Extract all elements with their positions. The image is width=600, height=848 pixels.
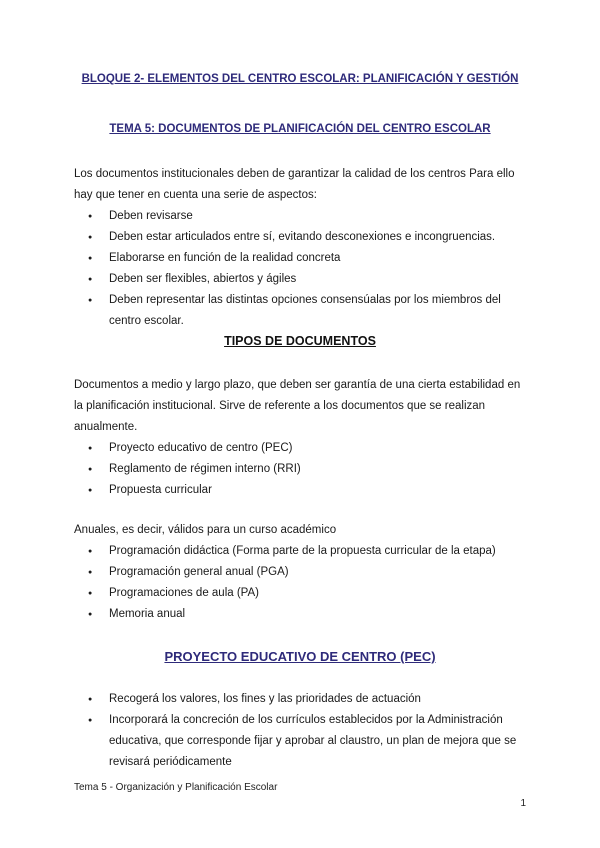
anuales-list xyxy=(88,541,528,625)
list-item: ● Deben revisarse xyxy=(88,206,528,227)
tipos-heading: TIPOS DE DOCUMENTOS xyxy=(224,334,376,348)
list-item: ● Elaborarse en función de la realidad concreta xyxy=(88,248,528,269)
page-footer: Tema 5 - Organización y Planificación Escolar xyxy=(74,782,278,793)
list-item: ● Programación didáctica (Forma parte de la propuesta curricular de la etapa) xyxy=(88,541,528,562)
largo-plazo-list xyxy=(88,438,528,501)
list-item: ● Incorporará la concreción de los currículos establecidos por la Administración educativa, que corresponde fijar y aprobar al claustro, un plan de mejora que se revisará periódicamente xyxy=(88,710,528,773)
list-item: ● Deben estar articulados entre sí, evitando desconexiones e incongruencias. xyxy=(88,227,528,248)
list-item: ● Deben representar las distintas opciones consensúalas por los miembros del centro escolar. xyxy=(88,290,528,332)
list-item: ● Proyecto educativo de centro (PEC) xyxy=(88,438,528,459)
list-item: ● Reglamento de régimen interno (RRI) xyxy=(88,459,528,480)
list-item: ● Memoria anual xyxy=(88,604,528,625)
intro-list xyxy=(88,206,528,332)
page-number: 1 xyxy=(520,798,526,809)
pec-list xyxy=(88,689,528,773)
list-item: ● Deben ser flexibles, abiertos y ágiles xyxy=(88,269,528,290)
list-item: ● Programaciones de aula (PA) xyxy=(88,583,528,604)
intro-paragraph: Los documentos institucionales deben de garantizar la calidad de los centros Para ello hay que tener en cuenta una serie de aspectos: xyxy=(74,168,515,201)
list-item: ● Programación general anual (PGA) xyxy=(88,562,528,583)
largo-plazo-paragraph: Documentos a medio y largo plazo, que deben ser garantía de una cierta estabilidad en la planificación institucional. Sirve de referente a los documentos que se realizan anualmente. xyxy=(74,379,521,433)
list-item: ● Recogerá los valores, los fines y las prioridades de actuación xyxy=(88,689,528,710)
pec-heading: PROYECTO EDUCATIVO DE CENTRO (PEC) xyxy=(164,649,436,664)
anuales-paragraph: Anuales, es decir, válidos para un curso académico xyxy=(74,524,337,536)
bloque-title: BLOQUE 2- ELEMENTOS DEL CENTRO ESCOLAR: PLANIFICACIÓN Y GESTIÓN xyxy=(81,73,519,85)
list-item: ● Propuesta curricular xyxy=(88,480,528,501)
tema-title: TEMA 5: DOCUMENTOS DE PLANIFICACIÓN DEL CENTRO ESCOLAR xyxy=(109,123,491,135)
